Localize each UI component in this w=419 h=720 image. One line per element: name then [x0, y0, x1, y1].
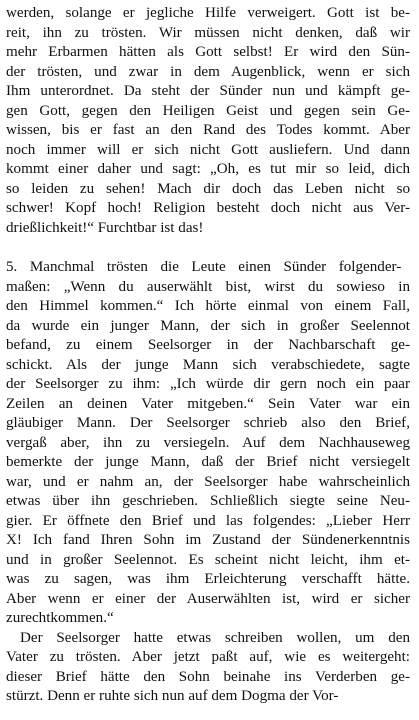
text-line: was zu sagen, was ihm Erleichterung verschafft hätte. — [6, 571, 410, 587]
text-line: gen Gott, gegen den Heiligen Geist und gegen sein Ge- — [6, 102, 410, 119]
text-line: 5. Manchmal trösten die Leute einen Sünder folgender- — [6, 259, 402, 275]
text-line: X! Ich fand Ihren Sohn im Zustand der Sündenerkenntnis — [6, 532, 410, 548]
text-line: kommt einer daher und sagt: „Oh, es tut mir so leid, dich — [6, 161, 410, 177]
text-line: und in großer Seelennot. Es scheint nicht leicht, ihm et- — [6, 551, 410, 568]
text-line: befand, zu einem Seelsorger in der Nachbarschaft ge- — [6, 337, 410, 353]
text-line: gläubiger Mann. Der Seelsorger schrieb also den Brief, — [6, 415, 410, 431]
text-line: schwer! Kopf hoch! Religion besteht doch nicht aus Ver- — [6, 200, 410, 216]
text-line: da wurde ein junger Mann, der sich in großer Seelennot — [6, 317, 410, 334]
text-line: der trösten, und zwar in dem Augenblick, wenn er sich — [6, 63, 410, 80]
text-line: drießlichkeit!“ Furchtbar ist das! — [6, 219, 204, 236]
text-line: vergaß aber, ihn zu versiegeln. Auf dem Nachhauseweg — [6, 434, 410, 451]
text-line: so leiden zu sehen! Mach dir doch das Leben nicht so — [6, 180, 410, 197]
text-line: Aber wenn er einer der Auserwählten ist, wird er sicher — [6, 590, 410, 607]
paragraph-3 — [6, 629, 410, 707]
text-line: noch immer will er sich nicht Gott ausliefern. Und dann — [6, 141, 410, 158]
text-line: reit, ihn zu trösten. Wir müssen nicht denken, daß wir — [6, 24, 410, 41]
text-line: etwas über ihn geschrieben. Schließlich siegte seine Neu- — [6, 493, 410, 509]
text-line: werden, solange er jegliche Hilfe verweigert. Gott ist be- — [6, 5, 410, 21]
text-line: wissen, bis er fast an den Rand des Todes kommt. Aber — [6, 122, 410, 138]
text-line: gier. Er öffnete den Brief und las folgendes: „Lieber Herr — [6, 512, 410, 529]
text-line: war, und er nahm an, der Seelsorger habe wahrscheinlich — [6, 473, 410, 490]
text-line: bemerkte der junge Mann, daß der Brief nicht versiegelt — [6, 454, 410, 470]
text-line: stürzt. Denn er ruhte sich nun auf dem Dogma der Vor- — [6, 688, 339, 704]
text-line: Zeilen an deinen Vater mitgeben.“ Sein Vater war ein — [6, 395, 410, 412]
text-line: mehr Erbarmen hätten als Gott selbst! Er wird den Sün- — [6, 44, 410, 60]
text-line: den Himmel kommen.“ Ich hörte einmal von einem Fall, — [6, 298, 410, 314]
text-line: Ihm unterordnet. Da steht der Sünder nun und kämpft ge- — [6, 83, 410, 99]
text-line: schickt. Als der junge Mann sich verabschiedete, sagte — [6, 356, 410, 373]
text-line: Vater zu trösten. Aber jetzt paßt auf, wie es weitergeht: — [6, 649, 410, 665]
text-line: der Seelsorger zu ihm: „Ich würde dir gern noch ein paar — [6, 376, 410, 392]
paragraph-gap — [6, 238, 410, 258]
paragraph-2 — [6, 258, 410, 629]
text-line: maßen: „Wenn du auserwählt bist, wirst du sowieso in — [6, 278, 410, 295]
document-page — [6, 0, 410, 707]
paragraph-1 — [6, 4, 410, 238]
text-line: dieser Brief hätte den Sohn beinahe ins Verderben ge- — [6, 668, 410, 685]
text-line: zurechtkommen.“ — [6, 610, 114, 626]
text-line: Der Seelsorger hatte etwas schreiben wollen, um den — [20, 629, 410, 646]
